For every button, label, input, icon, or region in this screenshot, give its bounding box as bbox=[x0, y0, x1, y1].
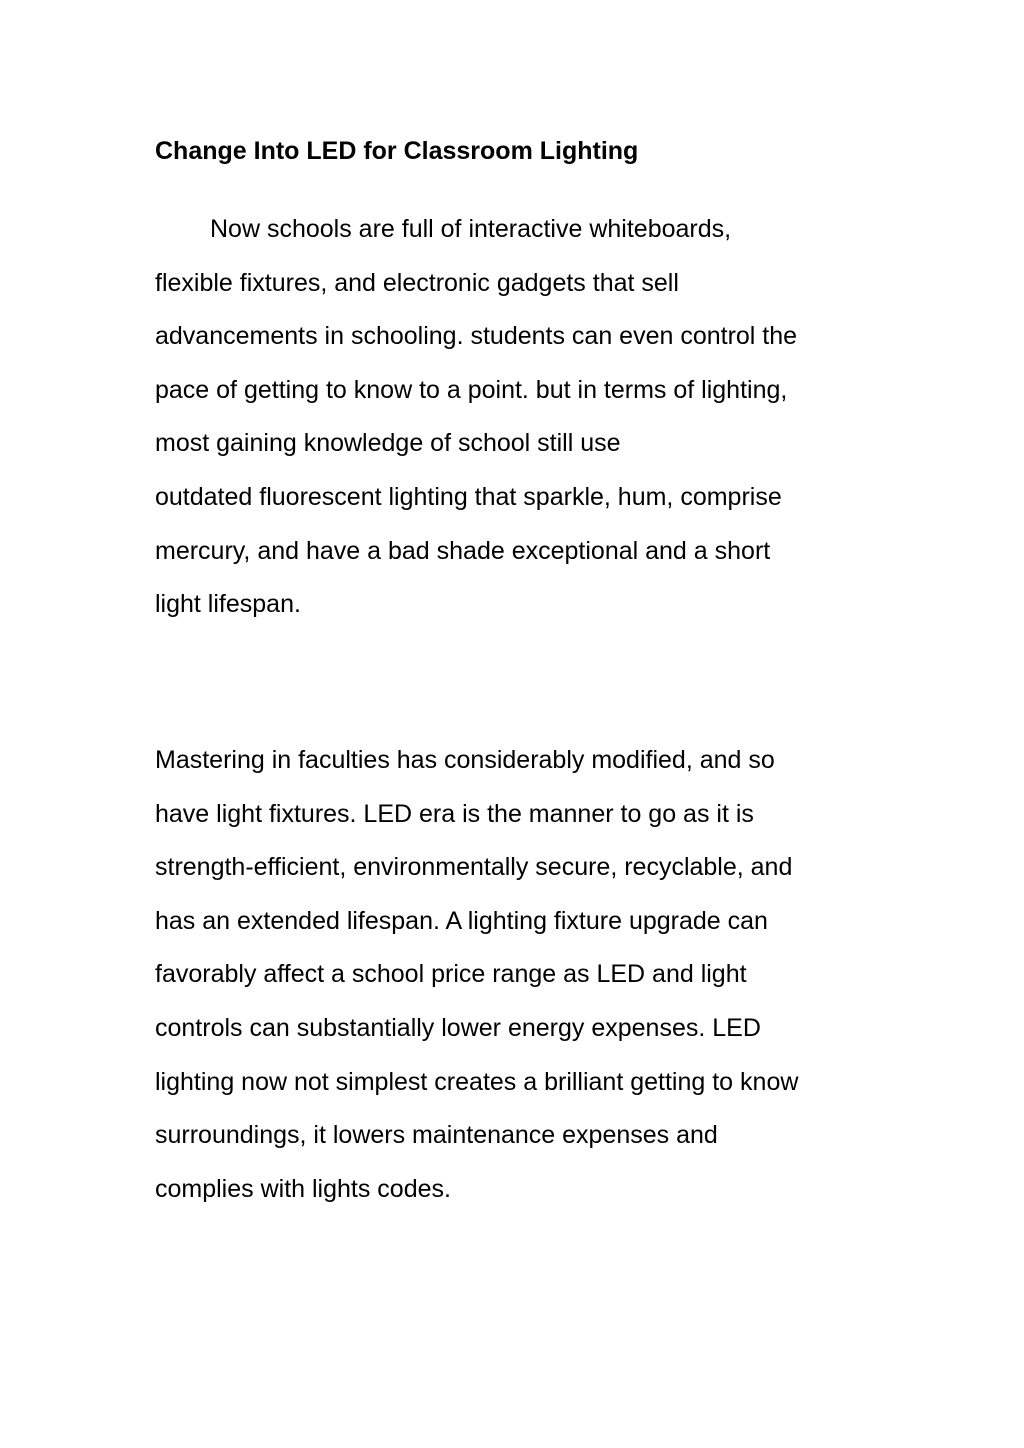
paragraph-line: Now schools are full of interactive whiteboards, bbox=[210, 215, 732, 243]
paragraph-line: has an extended lifespan. A lighting fixture upgrade can bbox=[155, 907, 768, 935]
paragraph-line: have light fixtures. LED era is the manner to go as it is bbox=[155, 800, 754, 828]
paragraph-line: flexible fixtures, and electronic gadgets that sell bbox=[155, 269, 679, 297]
paragraph-line: Mastering in faculties has considerably modified, and so bbox=[155, 746, 775, 774]
paragraph-line: mercury, and have a bad shade exceptional and a short bbox=[155, 537, 771, 565]
paragraph-line: pace of getting to know to a point. but in terms of lighting, bbox=[155, 376, 788, 404]
paragraph-line: complies with lights codes. bbox=[155, 1175, 451, 1203]
paragraph-line: strength-efficient, environmentally secure, recyclable, and bbox=[155, 853, 793, 881]
paragraph-line: light lifespan. bbox=[155, 590, 301, 618]
paragraph-line: controls can substantially lower energy expenses. LED bbox=[155, 1014, 761, 1042]
paragraph-line: outdated fluorescent lighting that sparkle, hum, comprise bbox=[155, 483, 782, 511]
document-title: Change Into LED for Classroom Lighting bbox=[155, 137, 639, 165]
paragraph-line: surroundings, it lowers maintenance expenses and bbox=[155, 1121, 718, 1149]
paragraph-line: lighting now not simplest creates a brilliant getting to know bbox=[155, 1068, 799, 1096]
paragraph-line: favorably affect a school price range as LED and light bbox=[155, 960, 747, 988]
paragraph-line: most gaining knowledge of school still use bbox=[155, 429, 621, 457]
paragraph-line: advancements in schooling. students can even control the bbox=[155, 322, 798, 350]
